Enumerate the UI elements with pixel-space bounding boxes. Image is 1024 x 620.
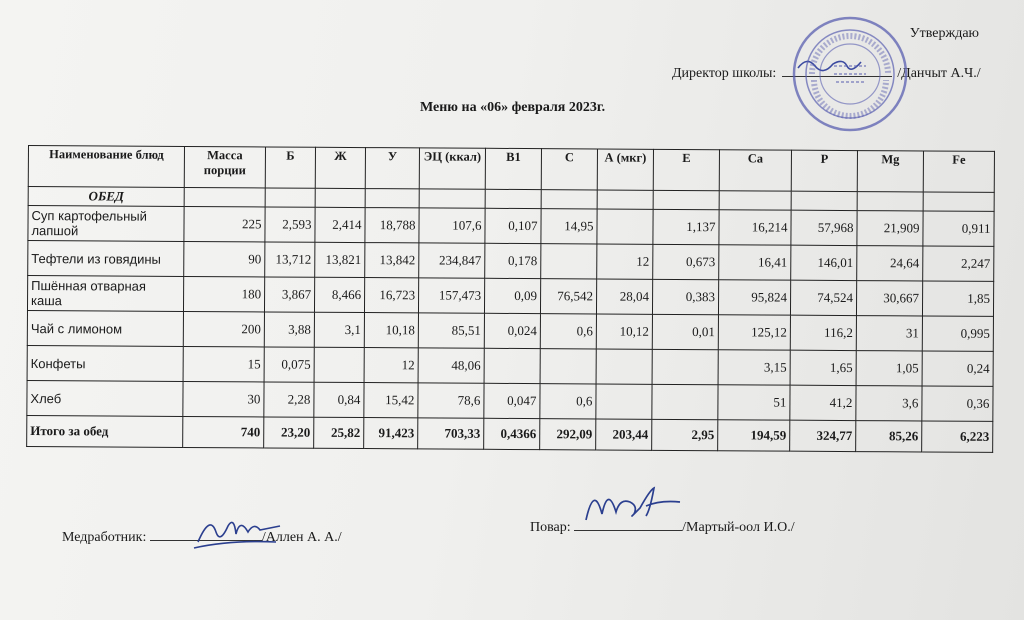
nutrient-value: 12 (597, 244, 653, 279)
empty-cell (857, 192, 923, 211)
nutrient-value: 0,84 (314, 382, 364, 417)
nutrient-value: 15 (183, 346, 264, 381)
medic-label: Медработник: (62, 530, 147, 545)
nutrient-value: 18,788 (365, 208, 419, 243)
nutrient-value (540, 349, 596, 384)
dish-name: Конфеты (27, 345, 183, 381)
nutrient-value: 180 (183, 276, 264, 311)
cook-signature (580, 480, 690, 530)
dish-name: Хлеб (27, 380, 183, 416)
nutrient-value: 31 (856, 316, 922, 351)
nutrient-value (541, 244, 597, 279)
nutrient-value: 16,214 (719, 210, 791, 245)
column-header: У (365, 148, 419, 189)
nutrient-value: 0,6 (540, 384, 596, 419)
empty-cell (597, 190, 653, 209)
nutrient-value: 16,41 (719, 245, 791, 280)
column-header: P (791, 150, 857, 191)
menu-table (26, 145, 995, 453)
total-value: 25,82 (314, 417, 364, 448)
empty-cell (923, 192, 994, 211)
nutrient-value: 85,51 (418, 313, 484, 348)
nutrient-value: 13,712 (265, 242, 315, 277)
nutrient-value: 1,65 (790, 350, 856, 385)
school-stamp (790, 14, 910, 134)
nutrient-value (596, 349, 652, 384)
empty-cell (719, 191, 791, 210)
nutrient-value: 157,473 (418, 278, 484, 313)
nutrient-value: 3,867 (264, 277, 314, 312)
column-header: А (мкг) (597, 149, 653, 190)
empty-cell (265, 188, 315, 207)
medic-signature (190, 504, 285, 552)
total-label: Итого за обед (27, 415, 183, 447)
nutrient-value: 0,6 (540, 314, 596, 349)
nutrient-value: 13,821 (315, 242, 365, 277)
total-value: 2,95 (652, 419, 718, 450)
nutrient-value: 10,12 (596, 314, 652, 349)
nutrient-value: 1,85 (922, 281, 993, 316)
nutrient-value: 2,247 (923, 246, 994, 281)
nutrient-value: 2,414 (315, 207, 365, 242)
column-header: Б (265, 147, 315, 188)
nutrient-value: 90 (184, 241, 265, 276)
empty-cell (653, 190, 719, 209)
nutrient-value: 30,667 (856, 281, 922, 316)
column-header: ЭЦ (ккал) (419, 148, 485, 189)
column-header: Ж (315, 147, 365, 188)
nutrient-value (652, 349, 718, 384)
cook-name: /Мартый-оол И.О./ (682, 520, 795, 535)
nutrient-value: 0,047 (484, 383, 540, 418)
nutrient-value (597, 209, 653, 244)
nutrient-value: 74,524 (790, 280, 856, 315)
nutrient-value: 107,6 (419, 208, 485, 243)
total-row (27, 415, 993, 452)
nutrient-value: 0,36 (922, 386, 993, 421)
nutrient-value: 76,542 (540, 279, 596, 314)
total-value: 23,20 (264, 417, 314, 448)
nutrient-value: 0,24 (922, 351, 993, 386)
nutrient-value: 28,04 (596, 279, 652, 314)
table-row (27, 276, 993, 317)
nutrient-value (484, 348, 540, 383)
nutrient-value: 78,6 (418, 383, 484, 418)
nutrient-value: 0,09 (484, 278, 540, 313)
empty-cell (365, 189, 419, 208)
nutrient-value: 12 (364, 348, 418, 383)
nutrient-value: 95,824 (718, 280, 790, 315)
column-header: Ca (719, 150, 791, 191)
nutrient-value: 2,593 (265, 207, 315, 242)
nutrient-value: 2,28 (264, 382, 314, 417)
nutrient-value: 48,06 (418, 348, 484, 383)
table-row (27, 380, 993, 421)
nutrient-value (596, 384, 652, 419)
table-row (27, 345, 993, 386)
nutrient-value: 0,995 (922, 316, 993, 351)
column-header: Fe (923, 151, 994, 192)
empty-cell (419, 189, 485, 208)
total-value: 0,4366 (484, 418, 540, 449)
table-row (27, 310, 993, 351)
nutrient-value: 0,911 (923, 211, 994, 246)
total-value: 740 (183, 416, 264, 447)
column-header: Наименование блюд (28, 146, 184, 188)
column-header: Е (653, 149, 719, 190)
empty-cell (485, 189, 541, 208)
nutrient-value: 116,2 (790, 315, 856, 350)
empty-cell (315, 188, 365, 207)
table-row (28, 241, 994, 282)
nutrient-value: 15,42 (364, 383, 418, 418)
column-header: Масса порции (184, 146, 265, 187)
empty-cell (541, 190, 597, 209)
total-value: 6,223 (922, 421, 993, 452)
nutrient-value: 13,842 (365, 243, 419, 278)
dish-name: Тефтели из говядины (28, 241, 184, 277)
nutrient-value: 57,968 (791, 210, 857, 245)
total-value: 292,09 (540, 419, 596, 450)
nutrient-value: 51 (718, 385, 790, 420)
nutrient-value: 0,01 (652, 314, 718, 349)
total-value: 324,77 (790, 420, 856, 451)
nutrient-value: 41,2 (790, 385, 856, 420)
nutrient-value: 3,15 (718, 350, 790, 385)
nutrient-value: 10,18 (364, 313, 418, 348)
total-value: 203,44 (596, 419, 652, 450)
total-value: 91,423 (364, 418, 418, 449)
nutrient-value: 3,1 (314, 312, 364, 347)
nutrient-value: 0,024 (484, 313, 540, 348)
section-label: ОБЕД (28, 187, 184, 207)
column-header: В1 (485, 148, 541, 189)
total-value: 85,26 (856, 421, 922, 452)
nutrient-value: 0,178 (485, 243, 541, 278)
nutrient-value: 1,05 (856, 351, 922, 386)
nutrient-value: 16,723 (364, 278, 418, 313)
medic-name: /Аллен А. А./ (261, 530, 342, 545)
nutrient-value: 14,95 (541, 209, 597, 244)
nutrient-value: 1,137 (653, 209, 719, 244)
empty-cell (791, 191, 857, 210)
total-value: 703,33 (418, 418, 484, 449)
nutrient-value: 0,107 (485, 208, 541, 243)
nutrient-value: 200 (183, 311, 264, 346)
dish-name: Суп картофельный лапшой (28, 206, 184, 242)
nutrient-value: 0,673 (653, 244, 719, 279)
director-name: /Данчыт А.Ч./ (897, 66, 981, 81)
table-row (28, 206, 994, 247)
nutrient-value: 21,909 (857, 211, 923, 246)
nutrient-value: 24,64 (857, 246, 923, 281)
table-body (27, 187, 995, 453)
nutrient-value: 3,88 (264, 312, 314, 347)
column-header: Mg (857, 151, 923, 192)
empty-cell (184, 187, 265, 206)
nutrient-value: 0,075 (264, 347, 314, 382)
cook-label: Повар: (530, 520, 571, 535)
nutrient-value (314, 347, 364, 382)
table-header-row (28, 146, 994, 193)
column-header: С (541, 149, 597, 190)
total-value: 194,59 (718, 420, 790, 451)
nutrient-value: 8,466 (314, 277, 364, 312)
nutrient-value: 125,12 (718, 315, 790, 350)
dish-name: Пшённая отварная каша (27, 276, 183, 312)
nutrient-value: 3,6 (856, 386, 922, 421)
director-label: Директор школы: (672, 66, 777, 81)
nutrient-value: 146,01 (791, 245, 857, 280)
dish-name: Чай с лимоном (27, 310, 183, 346)
approve-label: Утверждаю (909, 26, 979, 41)
page-title: Меню на «06» февраля 2023г. (420, 100, 606, 115)
nutrient-value: 30 (183, 381, 264, 416)
nutrient-value: 0,383 (652, 279, 718, 314)
nutrient-value: 225 (184, 206, 265, 241)
nutrient-value (652, 384, 718, 419)
nutrient-value: 234,847 (419, 243, 485, 278)
